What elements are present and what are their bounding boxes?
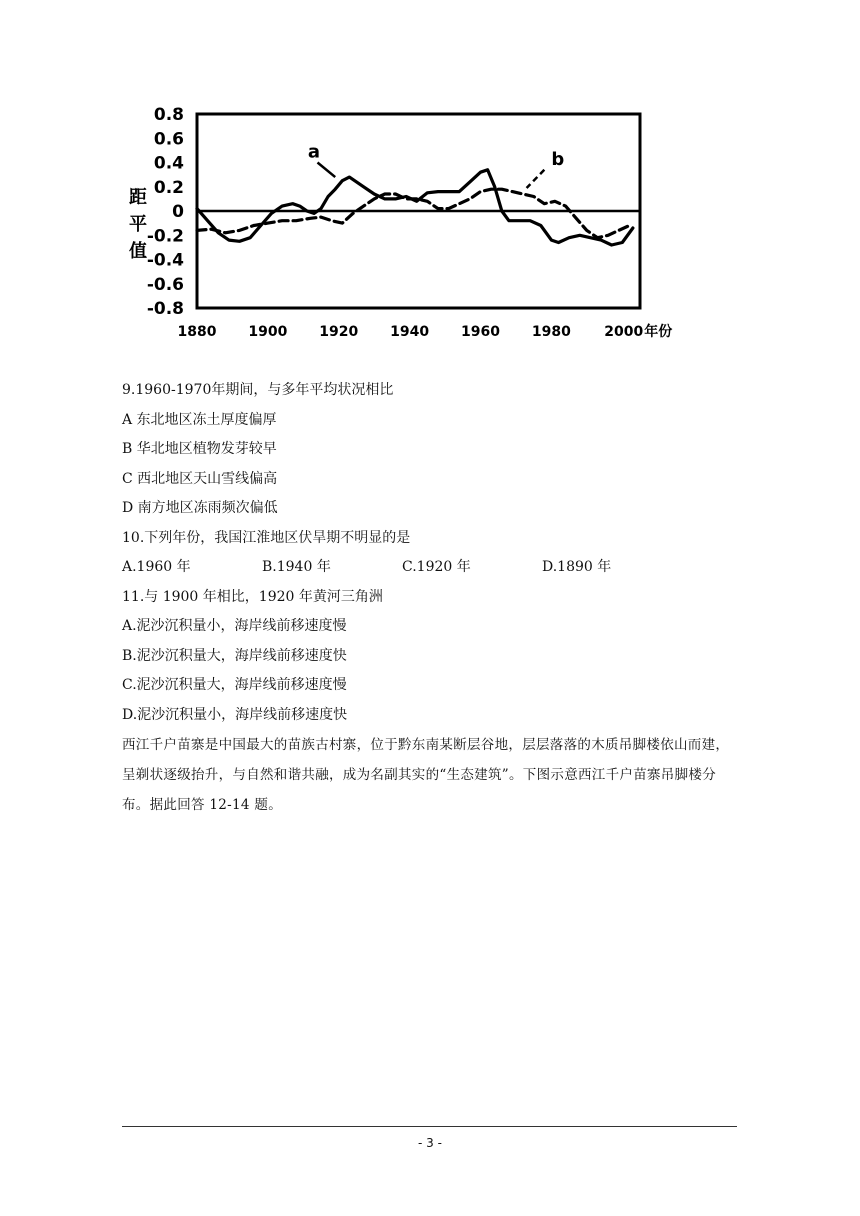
y-tick-label: 0.6 bbox=[153, 129, 184, 150]
series-line-b bbox=[197, 189, 629, 238]
question-11-stem: 11.与 1900 年相比，1920 年黄河三角洲 bbox=[122, 588, 383, 605]
x-tick-label: 1980 bbox=[531, 324, 571, 340]
question-10-stem: 10.下列年份，我国江淮地区伏旱期不明显的是 bbox=[122, 529, 411, 546]
x-tick-label: 1880 bbox=[177, 324, 217, 340]
x-tick-label: 1960 bbox=[461, 324, 501, 340]
x-axis-unit: 年份 bbox=[644, 324, 673, 340]
y-tick-label: -0.6 bbox=[146, 274, 184, 295]
question-10-option-a: A.1960 年 bbox=[122, 559, 191, 575]
question-9-option-a: A 东北地区冻土厚度偏厚 bbox=[122, 411, 277, 428]
x-tick-label: 1940 bbox=[390, 324, 430, 340]
question-10-option-d: D.1890 年 bbox=[542, 559, 612, 575]
question-11-option-a: A.泥沙沉积量小，海岸线前移速度慢 bbox=[122, 618, 347, 634]
question-11-option-d: D.泥沙沉积量小，海岸线前移速度快 bbox=[122, 706, 348, 723]
series-b-label: b bbox=[551, 148, 565, 170]
series-a-label: a bbox=[307, 141, 321, 163]
series-b-leader bbox=[527, 170, 545, 188]
y-tick-label: -0.2 bbox=[146, 226, 184, 247]
question-9-stem: 9.1960-1970年期间，与多年平均状况相比 bbox=[122, 382, 394, 398]
question-11-option-c: C.泥沙沉积量大，海岸线前移速度慢 bbox=[122, 677, 347, 693]
x-tick-label: 1920 bbox=[319, 324, 359, 340]
y-axis-label-char: 值 bbox=[129, 241, 147, 262]
y-axis-label-char: 距 bbox=[129, 187, 147, 208]
question-10-option-b: B.1940 年 bbox=[262, 559, 331, 575]
x-tick-label: 1900 bbox=[248, 324, 288, 340]
question-10-options bbox=[122, 553, 742, 583]
x-tick-label: 2000 bbox=[604, 324, 644, 340]
footer-divider bbox=[122, 1126, 737, 1127]
reading-passage: 西江千户苗寨是中国最大的苗族古村寨，位于黔东南某断层谷地，层层落落的木质吊脚楼依山而建，呈剃状逐级抬升，与自然和谐共融，成为名副其实的“生态建筑”。下图示意西江千户苗寨吊脚楼分布。据此回答 12-14 题。 bbox=[122, 737, 730, 813]
question-11-option-b: B.泥沙沉积量大，海岸线前移速度快 bbox=[122, 647, 347, 664]
series-a-leader bbox=[317, 163, 335, 178]
y-tick-label: 0.8 bbox=[153, 105, 184, 125]
y-tick-labels bbox=[147, 105, 184, 319]
question-9-option-d: D 南方地区冻雨频次偏低 bbox=[122, 500, 278, 516]
question-9-option-b: B 华北地区植物发芽较早 bbox=[122, 441, 277, 457]
anomaly-line-chart bbox=[110, 100, 710, 350]
y-tick-label: -0.4 bbox=[146, 250, 184, 271]
page-number: - 3 - bbox=[418, 1136, 442, 1150]
y-tick-label: -0.8 bbox=[146, 299, 184, 319]
question-10-option-c: C.1920 年 bbox=[402, 559, 471, 575]
question-9-option-c: C 西北地区天山雪线偏高 bbox=[122, 470, 278, 487]
x-tick-labels bbox=[178, 323, 673, 340]
questions-block bbox=[122, 376, 742, 730]
y-axis-label bbox=[128, 187, 147, 262]
series-layer bbox=[197, 142, 633, 245]
y-tick-label: 0.4 bbox=[153, 153, 184, 174]
y-tick-label: 0.2 bbox=[153, 177, 184, 198]
y-tick-label: 0 bbox=[172, 202, 184, 222]
y-axis-label-char: 平 bbox=[129, 214, 147, 235]
